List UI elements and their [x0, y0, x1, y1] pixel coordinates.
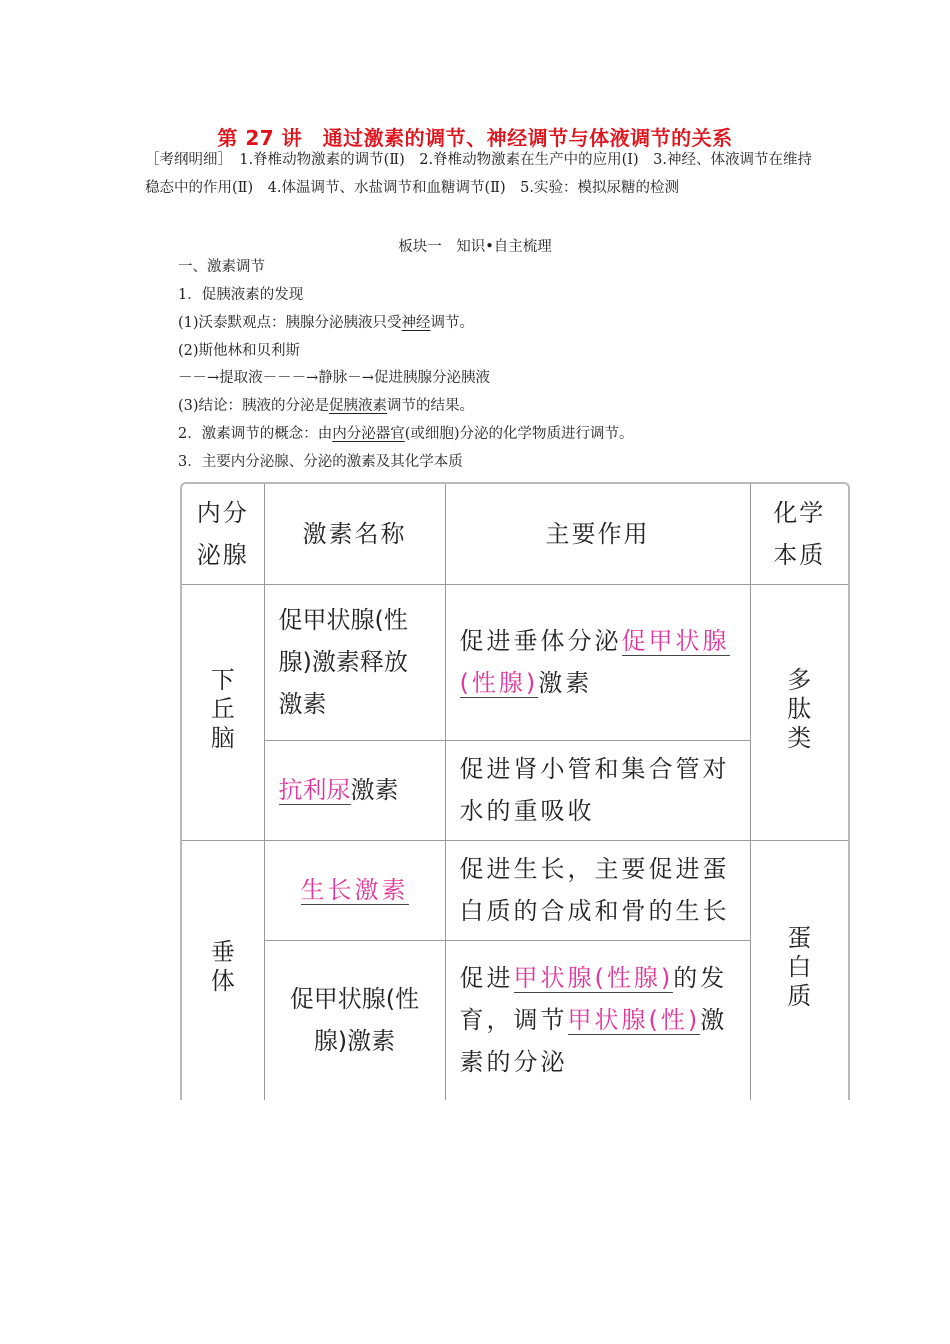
item-2-key: 内分泌器官	[332, 426, 405, 442]
hormone-table	[180, 482, 850, 1100]
syllabus-text: 1.脊椎动物激素的调节(Ⅱ) 2.脊椎动物激素在生产中的应用(Ⅰ) 3.神经、体液调节在维持稳态中的作用(Ⅱ) 4.体温调节、水盐调节和血糖调节(Ⅱ) 5.实验：模拟尿糖的检测	[145, 152, 812, 196]
item-3: 3．主要内分泌腺、分泌的激素及其化学本质	[178, 454, 463, 470]
table-header-row	[182, 484, 848, 584]
header-hormone: 激素名称	[264, 484, 445, 584]
item-2-post: (或细胞)分泌的化学物质进行调节。	[404, 426, 634, 442]
header-nature: 化学本质	[750, 484, 848, 584]
hormone-effect: 促进肾小管和集合管对水的重吸收	[445, 740, 750, 840]
item-1-1	[178, 313, 474, 333]
nature-polypeptide: 多肽类	[750, 584, 848, 840]
table-row	[182, 584, 848, 740]
item-1-3-pre: (3)结论：胰液的分泌是	[178, 398, 330, 414]
header-effect: 主要作用	[445, 484, 750, 584]
section-heading: 板块一 知识•自主梳理	[398, 239, 552, 255]
item-2-pre: 2．激素调节的概念：由	[178, 426, 333, 442]
hormone-effect: 促进垂体分泌促甲状腺(性腺)激素	[445, 584, 750, 740]
answer-key: 甲状腺(性腺)	[513, 964, 674, 992]
item-1: 1．促胰液素的发现	[178, 287, 304, 303]
item-1-1-post: 调节。	[430, 315, 475, 331]
hormone-name: 抗利尿激素	[264, 740, 445, 840]
answer-key: 抗利尿	[278, 776, 351, 804]
item-1-3	[178, 396, 474, 416]
nature-protein: 蛋白质	[750, 840, 848, 1100]
hormone-effect: 促进生长，主要促进蛋白质的合成和骨的生长	[445, 840, 750, 940]
gland-hypothalamus: 下丘脑	[182, 584, 264, 840]
table-row	[182, 840, 848, 940]
hormone-name	[264, 840, 445, 940]
item-1-1-pre: (1)沃泰默观点：胰腺分泌胰液只受	[178, 315, 402, 331]
hormone-name: 促甲状腺(性腺)激素	[264, 940, 445, 1100]
item-1-2: (2)斯他林和贝利斯	[178, 343, 301, 359]
item-1-1-key: 神经	[401, 315, 431, 331]
header-gland: 内分泌腺	[182, 484, 264, 584]
item-1-3-key: 促胰液素	[329, 398, 388, 414]
syllabus-label: ［考纲明细］	[145, 152, 225, 168]
page-title: 第 27 讲 通过激素的调节、神经调节与体液调节的关系	[217, 126, 733, 150]
table-row	[182, 940, 848, 1100]
item-2	[178, 424, 634, 444]
answer-key: 生长激素	[300, 876, 409, 904]
table-row	[182, 740, 848, 840]
hormone-effect: 促进甲状腺(性腺)的发育，调节甲状腺(性)激素的分泌	[445, 940, 750, 1100]
syllabus-paragraph	[145, 146, 815, 202]
item-1-flow: －－→提取液－－－→静脉－→促进胰腺分泌胰液	[178, 370, 490, 386]
item-1-3-post: 调节的结果。	[387, 398, 475, 414]
hormone-name: 促甲状腺(性腺)激素释放激素	[264, 584, 445, 740]
answer-key: 甲状腺(性)	[567, 1006, 701, 1034]
part-heading: 一、激素调节	[178, 259, 265, 275]
gland-pituitary: 垂体	[182, 840, 264, 1100]
answer-key: 促甲状腺(性腺)	[459, 627, 730, 697]
